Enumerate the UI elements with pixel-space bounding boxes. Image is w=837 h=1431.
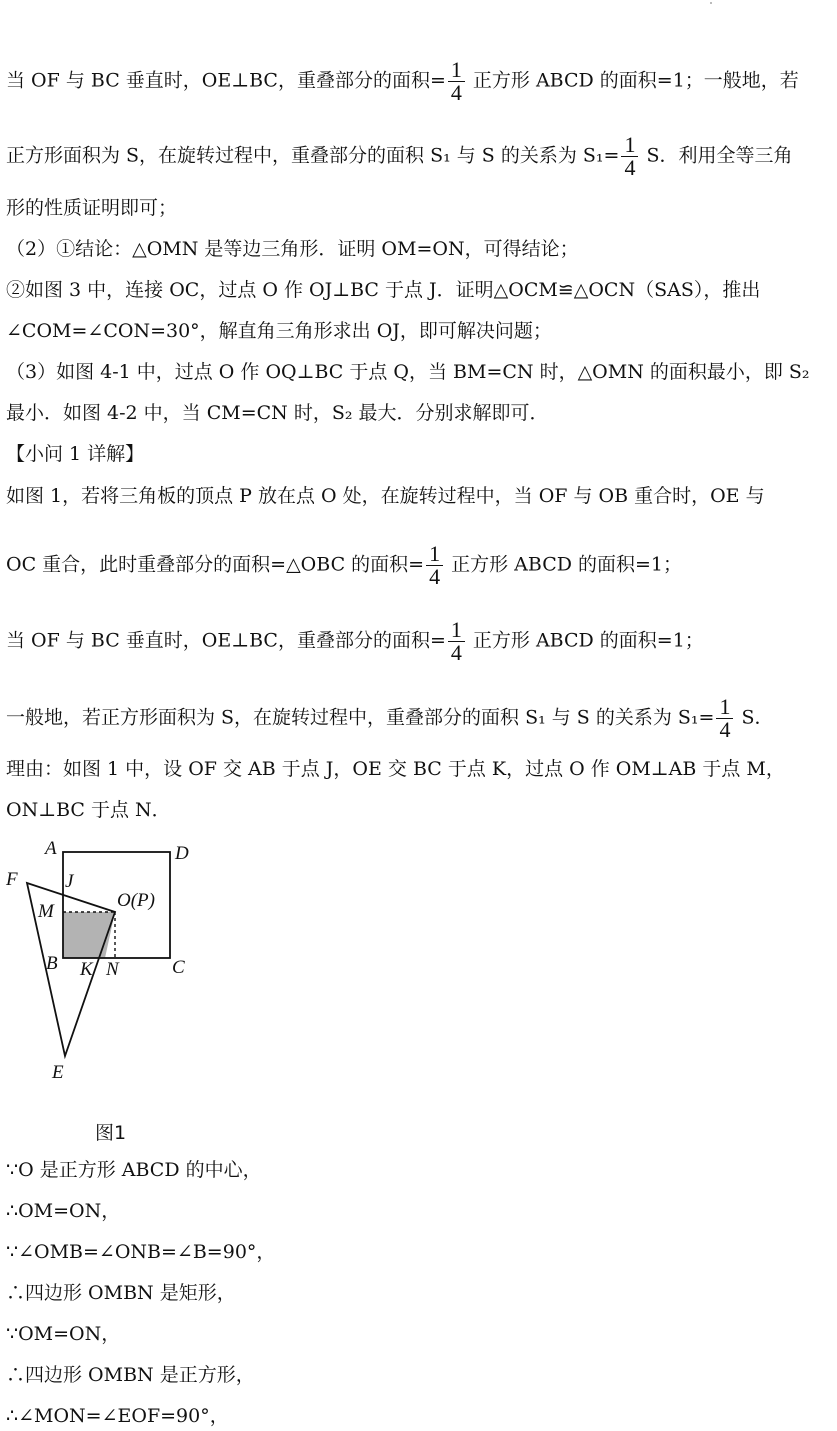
proof-line: ∵OM=ON， — [6, 1323, 121, 1345]
fraction: $\frac{1}{4}$ — [621, 134, 638, 179]
label-e: E — [52, 1062, 64, 1083]
label-a: A — [45, 838, 57, 859]
proof-line: ∴∠MON=∠EOF=90°， — [6, 1405, 229, 1427]
proof-line: ∵O 是正方形 ABCD 的中心， — [6, 1159, 262, 1181]
label-o: O(P) — [117, 890, 155, 911]
text-line: 最小．如图 4-2 中，当 CM=CN 时，S₂ 最大．分别求解即可． — [6, 402, 549, 424]
text-line: 正方形面积为 S，在旋转过程中，重叠部分的面积 S₁ 与 S 的关系为 S₁= $\frac{1}{4}$ S．利用全等三角 — [6, 132, 793, 180]
label-n: N — [106, 959, 119, 980]
section-heading: 【小问 1 详解】 — [6, 443, 145, 465]
text-line: 当 OF 与 BC 垂直时，OE⊥BC，重叠部分的面积= $\frac{1}{4}$ 正方形 ABCD 的面积=1； — [6, 617, 704, 665]
text-line: OC 重合，此时重叠部分的面积=△OBC 的面积= $\frac{1}{4}$ 正方形 ABCD 的面积=1； — [6, 541, 683, 589]
label-k: K — [80, 959, 93, 980]
proof-line: ∴OM=ON， — [6, 1200, 121, 1222]
text-line: 当 OF 与 BC 垂直时，OE⊥BC，重叠部分的面积= $\frac{1}{4}$ 正方形 ABCD 的面积=1；一般地，若 — [6, 57, 799, 105]
text-line: ②如图 3 中，连接 OC，过点 O 作 OJ⊥BC 于点 J．证明△OCM≌△OCN（SAS），推出 — [6, 279, 761, 301]
text-line: 理由：如图 1 中，设 OF 交 AB 于点 J，OE 交 BC 于点 K，过点 O 作 OM⊥AB 于点 M， — [6, 758, 785, 780]
scan-speck — [710, 2, 712, 4]
label-c: C — [172, 957, 185, 978]
label-m: M — [38, 901, 54, 922]
text-line: ∠COM=∠CON=30°，解直角三角形求出 OJ，即可解决问题； — [6, 320, 552, 342]
proof-line: ∴四边形 OMBN 是矩形， — [6, 1282, 236, 1304]
fraction: $\frac{1}{4}$ — [448, 619, 465, 664]
label-f: F — [6, 869, 18, 890]
fraction: $\frac{1}{4}$ — [716, 696, 733, 741]
text-line: 一般地，若正方形面积为 S，在旋转过程中，重叠部分的面积 S₁ 与 S 的关系为 S₁= $\frac{1}{4}$ S． — [6, 694, 774, 742]
label-j: J — [65, 871, 74, 892]
text-line: 形的性质证明即可； — [6, 197, 178, 219]
geometry-figure — [0, 830, 220, 1090]
figure-caption: 图1 — [95, 1122, 127, 1144]
label-b: B — [46, 953, 58, 974]
fraction: $\frac{1}{4}$ — [426, 543, 443, 588]
text-line: 如图 1，若将三角板的顶点 P 放在点 O 处，在旋转过程中，当 OF 与 OB 重合时，OE 与 — [6, 485, 765, 507]
text-line: （3）如图 4-1 中，过点 O 作 OQ⊥BC 于点 Q，当 BM=CN 时，△OMN 的面积最小，即 S₂ — [6, 361, 810, 383]
proof-line: ∴四边形 OMBN 是正方形， — [6, 1364, 255, 1386]
label-d: D — [175, 843, 189, 864]
proof-line: ∵∠OMB=∠ONB=∠B=90°， — [6, 1241, 276, 1263]
text-line: ON⊥BC 于点 N． — [6, 799, 171, 821]
fraction: $\frac{1}{4}$ — [448, 59, 465, 104]
text-line: （2）①结论：△OMN 是等边三角形．证明 OM=ON，可得结论； — [6, 238, 579, 260]
